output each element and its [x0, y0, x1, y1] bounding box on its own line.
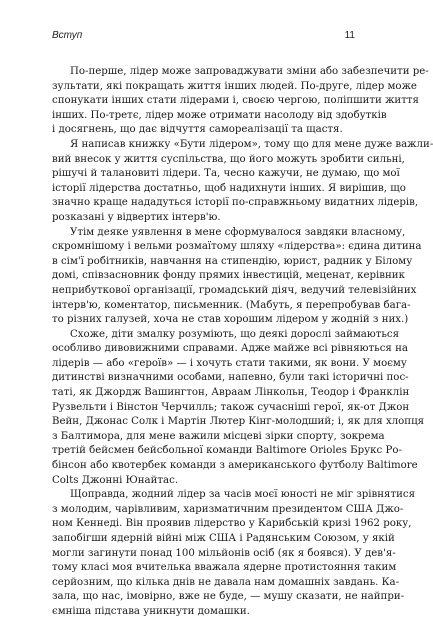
- text-line: значно краще нададуться історії по-справжньому видатних лідерів,: [52, 197, 419, 209]
- text-line: неприбуткової організації, громадський діяч, ведучий телевізійних: [52, 284, 417, 296]
- text-line: серйозним, що кілька днів не давала нам домашніх завдань. Ка-: [52, 576, 400, 588]
- body-text: [52, 65, 433, 620]
- text-line: Рузвельти і Вінстон Черчилль; також сучасніші герої, як-от Джон: [52, 401, 410, 413]
- text-line: розказані у відвертих інтерв'ю.: [52, 211, 221, 223]
- text-line: з молодим, чарівливим, харизматичним президентом США Джо-: [52, 503, 404, 515]
- text-line: домі, співзасновник фонду прямих інвестицій, меценат, керівник: [52, 270, 405, 282]
- text-line: з Балтимора, для мене важили місцеві зірки спорту, зокрема: [52, 430, 385, 442]
- text-line: Я написав книжку «Бути лідером», тому що для мене дуже важли-: [70, 138, 433, 150]
- text-line: зала, що нас, імовірно, вже не буде, — мушу сказати, не найпри-: [52, 591, 405, 603]
- text-line: Схоже, діти змалку розуміють, що деякі дорослі займаються: [70, 328, 400, 340]
- text-line: дитинстві визначними особами, напевно, були такі історичні пос-: [52, 372, 409, 384]
- running-head: Вступ: [52, 30, 83, 41]
- text-line: то різних галузей, хоча не став хорошим лідером у жодній з них.): [52, 314, 409, 326]
- text-line: Щоправда, жодний лідер за часів моєї юності не міг зрівнятися: [70, 489, 416, 501]
- text-line: третій бейсмен бейсбольної команди Baltimore Orioles Брукс Ро-: [52, 445, 402, 457]
- text-line: інших. По-третє, лідер може отримати насолоду від здобутків: [52, 109, 387, 121]
- text-line: особливо дивовижними справами. Адже майже всі рівняються на: [52, 343, 408, 355]
- text-line: По-перше, лідер може запроваджувати зміни або забезпечити ре-: [70, 66, 429, 77]
- paragraph: [52, 65, 429, 138]
- text-line: і досягнень, що дає відчуття самореалізації та щастя.: [52, 124, 343, 136]
- text-line: Утім деяке уявлення в мене сформувалося завдяки власному,: [70, 226, 406, 238]
- text-line: таті, як Джордж Вашингтон, Авраам Лінкольн, Теодор і Франклін: [52, 387, 410, 399]
- paragraph: [52, 328, 425, 489]
- page-number: 11: [344, 30, 355, 41]
- text-line: ємніша підстава уникнути домашки.: [52, 605, 250, 617]
- text-line: інтерв'ю, коментатор, письменник. (Мабуть, я перепробував бага-: [52, 299, 411, 311]
- text-line: вий внесок у життя суспільства, що його можуть зробити сильні,: [52, 153, 405, 165]
- text-line: бінсон або квотербек команди з американського футболу Baltimore: [52, 460, 418, 472]
- text-line: Colts Джонні Юнайтас.: [52, 474, 179, 486]
- text-line: лідерів — або «героїв» — і хочуть стати такими, як вони. У моєму: [52, 357, 407, 369]
- paragraph: [52, 488, 416, 619]
- text-line: тому класі моя вчителька вважала ядерне протистояння таким: [52, 562, 397, 574]
- text-line: могли загинути понад 100 мільйонів осіб (як я боявся). У дев'я-: [52, 547, 396, 559]
- text-line: історії лідерства достатньо, щоб надихнути інших. Я вирішив, що: [52, 182, 406, 194]
- text-line: скромнішому і вельми розмаїтому шляху «лідерства»: єдина дитина: [52, 241, 422, 253]
- text-line: в сім'ї робітників, навчання на стипендію, юрист, радник у Білому: [52, 255, 413, 267]
- text-line: ном Кеннеді. Він проявив лідерство у Карибській кризі 1962 року,: [52, 518, 412, 530]
- paragraph: [52, 138, 433, 226]
- text-line: спонукати інших стати лідерами і, своєю чергою, поліпшити життя: [52, 95, 419, 107]
- paragraph: [52, 226, 422, 328]
- text-line: зультати, які покращать життя інших людей. По-друге, лідер може: [52, 80, 417, 92]
- text-line: Вейн, Джонас Солк і Мартін Лютер Кінг-молодший; і, як для хлопця: [52, 416, 425, 428]
- text-line: рішучі й талановиті лідери. Та, чесно кажучи, не думаю, що мої: [52, 168, 400, 180]
- text-line: запобігши ядерній війні між США і Радянським Союзом, у якій: [52, 533, 395, 544]
